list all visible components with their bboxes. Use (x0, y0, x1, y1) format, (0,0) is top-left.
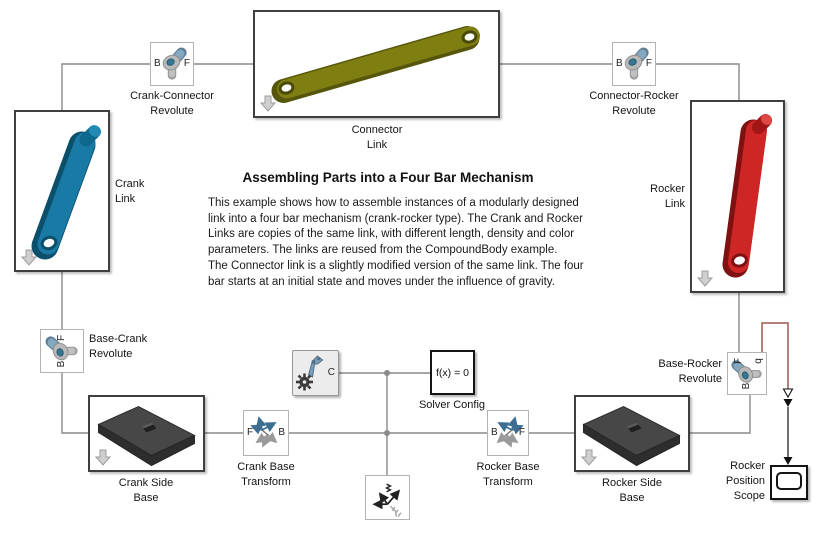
rocker-base-transform-label: Rocker Base Transform (476, 461, 540, 488)
rocker-side-base-label: Rocker Side Base (602, 477, 662, 504)
export-arrow-icon (21, 249, 37, 266)
solver-config-block[interactable] (430, 350, 475, 395)
port-b: B (741, 382, 752, 390)
port-q: q (753, 358, 765, 364)
description-line: This example shows how to assemble instances of a modularly designed (208, 197, 579, 209)
base-rocker-revolute-block[interactable] (727, 352, 767, 395)
export-arrow-icon (581, 449, 597, 466)
crank-link-label: Crank Link (115, 178, 145, 205)
world-frame-icon (366, 476, 409, 519)
port-f: F (518, 427, 525, 438)
port-b: B (278, 427, 285, 438)
crank-link-body-icon (16, 112, 108, 270)
port-f: F (183, 58, 190, 69)
port-c: C (327, 367, 335, 378)
crank-base-transform-label: Crank Base Transform (237, 461, 295, 488)
rocker-position-scope-block[interactable] (770, 465, 808, 500)
export-arrow-icon (260, 95, 276, 112)
port-b: B (616, 58, 623, 69)
connector-link-label: Connector Link (351, 124, 403, 151)
crank-side-base-block[interactable] (88, 395, 205, 472)
annotation-title: Assembling Parts into a Four Bar Mechanism (242, 170, 534, 185)
base-crank-revolute-label: Base-Crank Revolute (89, 333, 148, 360)
connector-rocker-revolute-label: Connector-Rocker Revolute (589, 90, 679, 117)
scope-screen-icon (776, 472, 802, 490)
export-arrow-icon (697, 270, 713, 287)
port-f: F (733, 357, 745, 365)
rocker-base-transform-block[interactable] (487, 410, 529, 456)
port-b: B (56, 360, 67, 368)
crank-connector-revolute-label: Crank-Connector Revolute (130, 90, 214, 117)
rocker-link-block[interactable] (690, 100, 785, 293)
rocker-link-body-icon (692, 102, 783, 291)
port-f: F (645, 58, 652, 69)
description-line: Links are copies of the same link, with different length, density and color (208, 228, 575, 241)
crank-connector-revolute-block[interactable] (150, 42, 194, 86)
description-line: link into a four bar mechanism (crank-rocker type). The Crank and Rocker (208, 212, 583, 225)
mechanism-configuration-block[interactable] (292, 350, 339, 396)
crank-link-block[interactable] (14, 110, 110, 272)
annotation-description (208, 196, 588, 290)
solver-config-label: Solver Config (418, 399, 486, 411)
description-line: bar starts at an initial state and moves under the influence of gravity. (208, 275, 555, 288)
port-f: F (247, 427, 254, 438)
port-b: B (154, 58, 161, 69)
rocker-side-base-block[interactable] (574, 395, 690, 472)
base-crank-revolute-block[interactable] (40, 329, 84, 373)
connector-rocker-revolute-block[interactable] (612, 42, 656, 86)
description-line: parameters. The links are reused from the CompoundBody example. (208, 244, 558, 257)
rocker-position-scope-label: Rocker Position Scope (725, 460, 765, 502)
solver-equation: f(x) = 0 (436, 366, 469, 379)
connector-link-block[interactable] (253, 10, 500, 118)
crank-side-base-label: Crank Side Base (118, 477, 174, 504)
port-f: F (56, 334, 67, 342)
export-arrow-icon (95, 449, 111, 466)
base-rocker-revolute-label: Base-Rocker Revolute (658, 358, 722, 385)
crank-base-transform-block[interactable] (243, 410, 289, 456)
port-b: B (491, 427, 498, 438)
description-line: The Connector link is a slightly modified version of the same link. The four (208, 259, 584, 272)
world-frame-block[interactable] (365, 475, 410, 520)
connector-link-body-icon (255, 12, 498, 116)
rocker-link-label: Rocker Link (650, 183, 685, 210)
